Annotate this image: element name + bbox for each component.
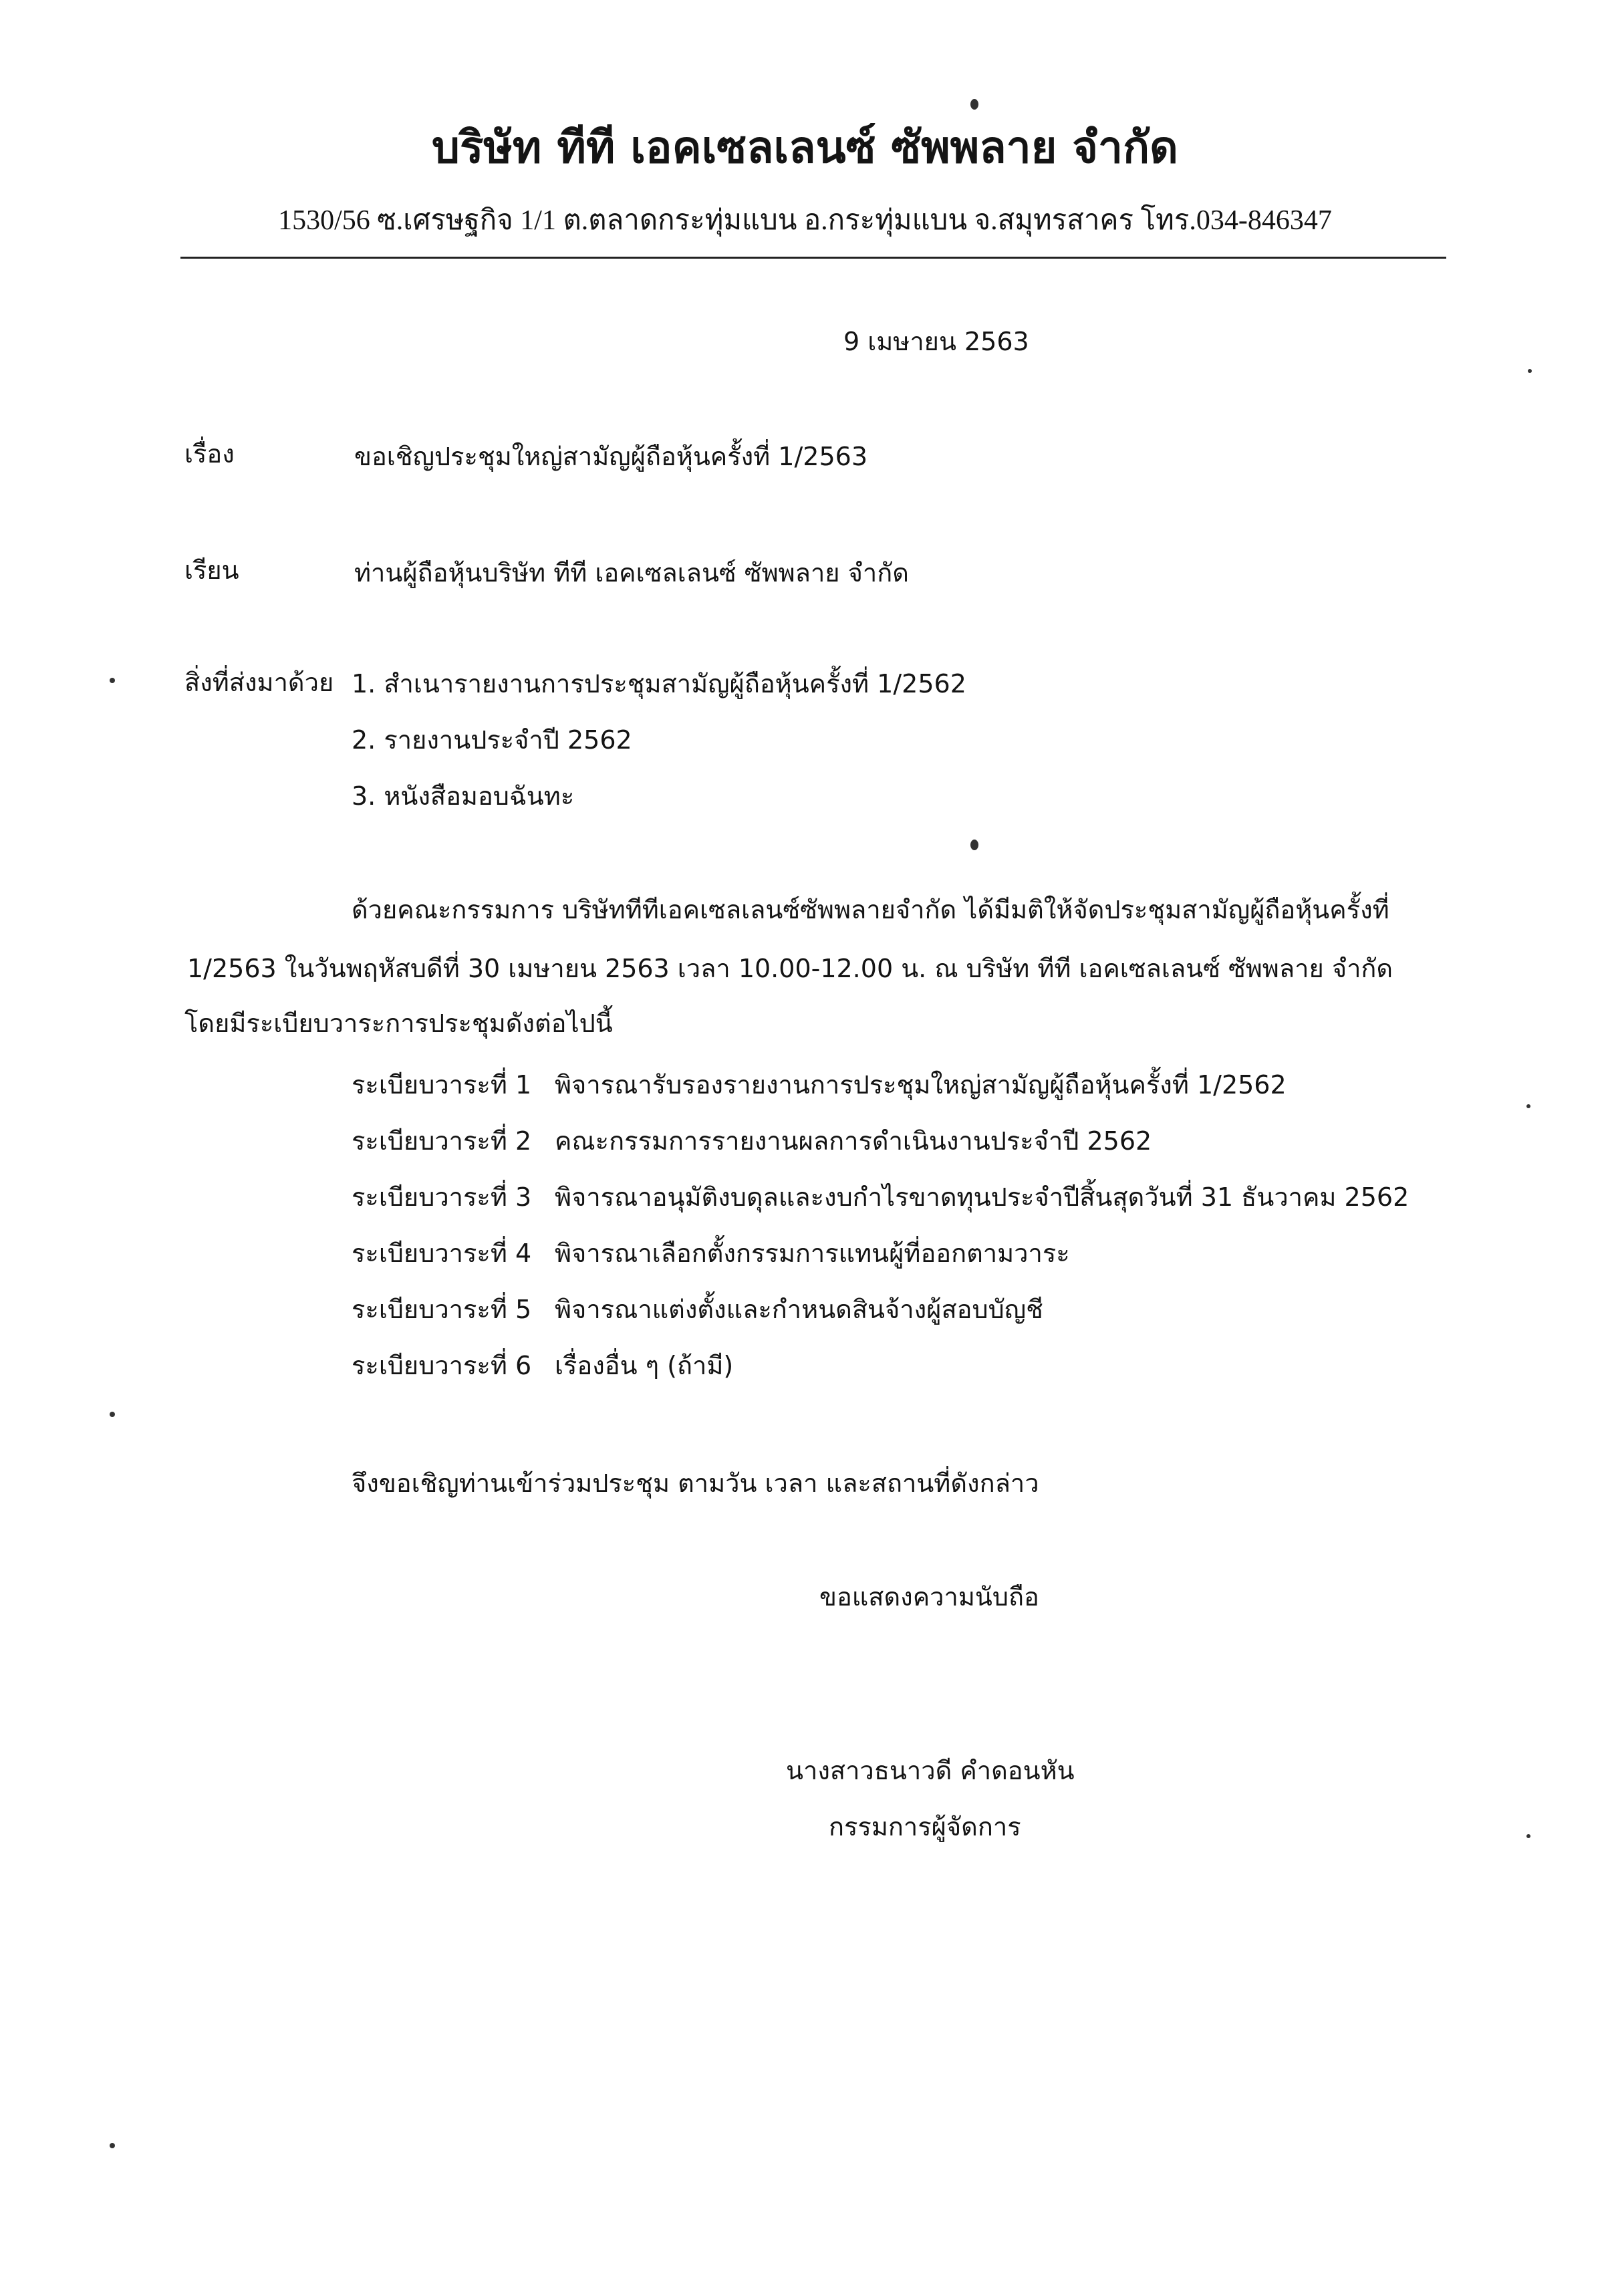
agenda-text: พิจารณาเลือกตั้งกรรมการแทนผู้ที่ออกตามวาระ	[555, 1239, 1070, 1268]
recipient-label: เรียน	[184, 555, 239, 585]
signatory-position: กรรมการผู้จัดการ	[829, 1812, 1021, 1841]
scan-speck	[110, 2143, 115, 2148]
enclosure-item: 2. รายงานประจำปี 2562	[352, 725, 632, 755]
agenda-text: พิจารณารับรองรายงานการประชุมใหญ่สามัญผู้ถือหุ้นครั้งที่ 1/2562	[555, 1070, 1287, 1100]
body-paragraph-line: โดยมีระเบียบวาระการประชุมดังต่อไปนี้	[184, 1009, 613, 1038]
body-paragraph-line: ด้วยคณะกรรมการ บริษัททีทีเอคเซลเลนซ์ซัพพลายจำกัด ได้มีมติให้จัดประชุมสามัญผู้ถือหุ้นครั้งที่	[352, 895, 1389, 924]
agenda-label: ระเบียบวาระที่ 1	[352, 1070, 532, 1100]
agenda-label: ระเบียบวาระที่ 4	[352, 1239, 532, 1268]
company-address: 1530/56 ซ.เศรษฐกิจ 1/1 ต.ตลาดกระทุ่มแบน อ.กระทุ่มแบน จ.สมุทรสาคร โทร.034-846347	[278, 205, 1332, 236]
company-letterhead-title: บริษัท ทีที เอคเซลเลนซ์ ซัพพลาย จำกัด	[432, 121, 1178, 173]
subject-text: ขอเชิญประชุมใหญ่สามัญผู้ถือหุ้นครั้งที่ 1/2563	[354, 442, 867, 471]
subject-label: เรื่อง	[184, 439, 235, 469]
agenda-text: คณะกรรมการรายงานผลการดำเนินงานประจำปี 2562	[555, 1126, 1152, 1156]
recipient-text: ท่านผู้ถือหุ้นบริษัท ทีที เอคเซลเลนซ์ ซัพพลาย จำกัด	[354, 558, 909, 588]
invitation-sentence: จึงขอเชิญท่านเข้าร่วมประชุม ตามวัน เวลา และสถานที่ดังกล่าว	[352, 1469, 1039, 1498]
scan-speck	[110, 678, 115, 683]
agenda-label: ระเบียบวาระที่ 5	[352, 1295, 532, 1324]
scan-speck	[1528, 369, 1532, 373]
agenda-text: พิจารณาอนุมัติงบดุลและงบกำไรขาดทุนประจำปีสิ้นสุดวันที่ 31 ธันวาคม 2562	[555, 1182, 1410, 1212]
scan-speck	[1526, 1104, 1530, 1108]
scan-speck	[1526, 1834, 1530, 1838]
scan-speck	[970, 840, 978, 850]
agenda-label: ระเบียบวาระที่ 6	[352, 1351, 532, 1380]
scan-speck	[970, 99, 978, 110]
letterhead-divider	[180, 257, 1446, 259]
signatory-name: นางสาวธนาวดี คำดอนหัน	[786, 1756, 1075, 1785]
enclosure-item: 1. สำเนารายงานการประชุมสามัญผู้ถือหุ้นครั้งที่ 1/2562	[352, 669, 966, 698]
agenda-text: พิจารณาแต่งตั้งและกำหนดสินจ้างผู้สอบบัญชี	[555, 1295, 1043, 1324]
closing-phrase: ขอแสดงความนับถือ	[819, 1582, 1039, 1612]
agenda-label: ระเบียบวาระที่ 3	[352, 1182, 532, 1212]
enclosures-label: สิ่งที่ส่งมาด้วย	[184, 668, 334, 697]
scan-speck	[110, 1412, 115, 1417]
enclosure-item: 3. หนังสือมอบฉันทะ	[352, 781, 575, 811]
letter-date: 9 เมษายน 2563	[843, 327, 1029, 356]
body-paragraph-line: 1/2563 ในวันพฤหัสบดีที่ 30 เมษายน 2563 เวลา 10.00-12.00 น. ณ บริษัท ทีที เอคเซลเลนซ์ ซัพพลาย จำกัด	[187, 954, 1393, 983]
agenda-text: เรื่องอื่น ๆ (ถ้ามี)	[555, 1351, 734, 1380]
agenda-label: ระเบียบวาระที่ 2	[352, 1126, 532, 1156]
